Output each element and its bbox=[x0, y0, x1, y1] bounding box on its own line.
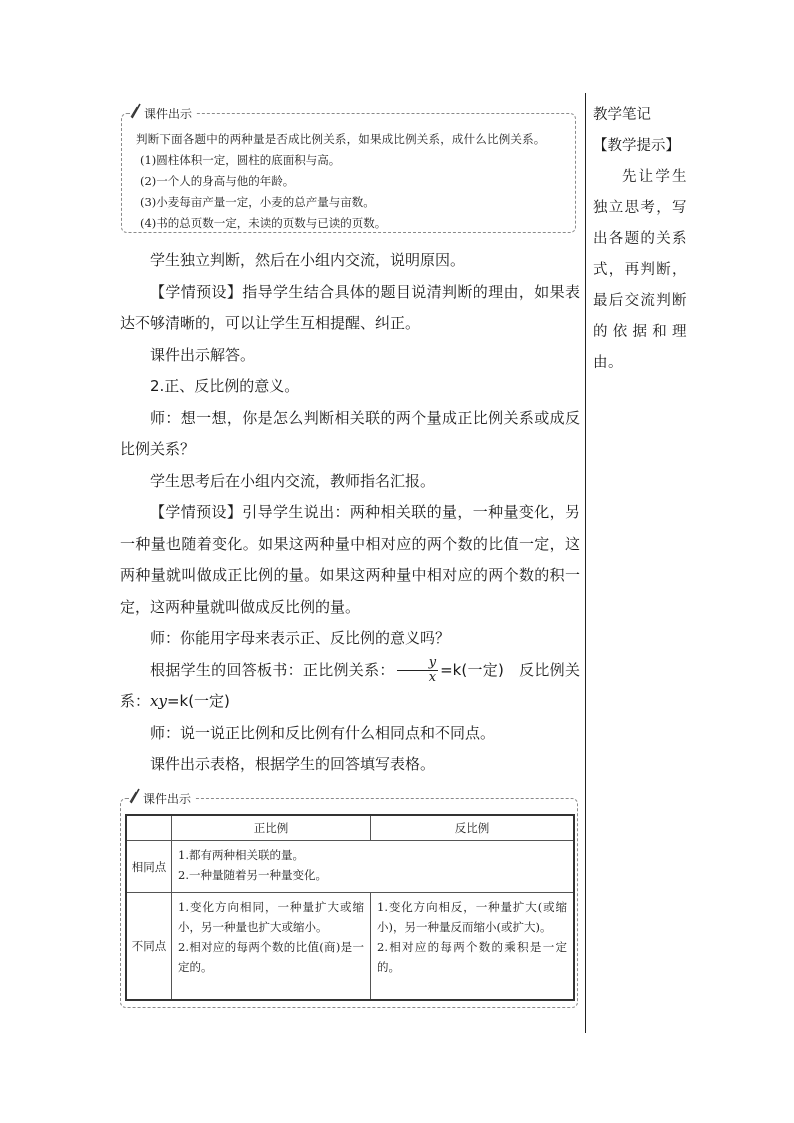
paragraph: 2.正、反比例的意义。 bbox=[150, 377, 300, 395]
paragraph: 学生思考后在小组内交流，教师指名汇报。 bbox=[150, 471, 436, 490]
courseware-tag bbox=[129, 790, 195, 807]
same-point: 2.一种量随着另一种量变化。 bbox=[178, 868, 327, 882]
slash-decoration-icon bbox=[129, 788, 141, 804]
paragraph: 学生独立判断，然后在小组内交流，说明原因。 bbox=[150, 251, 466, 269]
same-points-cell bbox=[172, 841, 575, 893]
direct-diff-cell bbox=[172, 893, 371, 1001]
question-list bbox=[136, 129, 567, 234]
question-intro: 判断下面各题中的两种量是否成比例关系，如果成比例关系，成什么比例关系。 bbox=[136, 132, 546, 146]
same-point: 1.都有两种相关联的量。 bbox=[178, 848, 304, 862]
paragraph: 课件出示解答。 bbox=[150, 345, 256, 364]
paragraph: 课件出示表格，根据学生的回答填写表格。 bbox=[150, 755, 436, 773]
table-row-same bbox=[126, 841, 574, 893]
diff-point: 1.变化方向相同，一种量扩大或缩小，另一种量也扩大或缩小。 bbox=[178, 900, 364, 934]
paragraph: 【学情预设】指导学生结合具体的题目说清判断的理由，如果表达不够清晰的，可以让学生互相提醒、纠正。 bbox=[120, 282, 580, 332]
inverse-product: xy bbox=[150, 692, 167, 710]
question-item: (4)书的总页数一定，未读的页数与已读的页数。 bbox=[140, 216, 387, 230]
row-label-same: 相同点 bbox=[126, 841, 172, 893]
paragraph: 【学情预设】引导学生说出：两种相关联的量，一种量变化，另一种量也随着变化。如果这两种量中相对应的两个数的比值一定，这两种量就叫做成正比例的量。如果这两种量中相对应的两个数的积一定，这两种量就叫做成反比例的量。 bbox=[120, 503, 580, 616]
courseware-tag bbox=[130, 105, 196, 122]
paragraph: 师：说一说正比例和反比例有什么相同点和不同点。 bbox=[150, 723, 496, 742]
fraction-denominator: x bbox=[428, 669, 437, 685]
inverse-diff-cell bbox=[371, 893, 575, 1001]
tip-body: 先让学生独立思考，写出各题的关系式，再判断，最后交流判断的依据和理由。 bbox=[593, 169, 687, 371]
table-row-diff bbox=[126, 893, 574, 1001]
header-direct-proportion: 正比例 bbox=[172, 815, 371, 841]
inverse-lead: 反比例关系： bbox=[120, 660, 580, 710]
slash-decoration-icon bbox=[130, 103, 142, 119]
courseware-box-table bbox=[120, 792, 578, 1008]
formula-paragraph bbox=[120, 655, 580, 718]
courseware-tag-label: 课件出示 bbox=[143, 792, 192, 806]
question-item: (3)小麦每亩产量一定，小麦的总产量与亩数。 bbox=[140, 195, 375, 209]
formula-lead: 根据学生的回答板书：正比例关系： bbox=[150, 660, 395, 679]
diff-point: 2.相对应的每两个数的比值(商)是一定的。 bbox=[178, 940, 364, 974]
main-text bbox=[120, 245, 580, 781]
comparison-table bbox=[125, 814, 575, 1001]
courseware-box-questions bbox=[121, 107, 576, 233]
question-item: (2)一个人的身高与他的年龄。 bbox=[140, 174, 295, 188]
table-corner bbox=[126, 815, 172, 841]
notes-heading: 教学笔记 bbox=[593, 107, 651, 123]
courseware-tag-label: 课件出示 bbox=[144, 107, 193, 121]
teaching-notes bbox=[593, 100, 687, 379]
column-divider bbox=[585, 93, 586, 1033]
row-label-diff: 不同点 bbox=[126, 893, 172, 1001]
ratio-fraction bbox=[397, 656, 438, 685]
paragraph: 师：你能用字母来表示正、反比例的意义吗？ bbox=[150, 629, 451, 647]
question-item: (1)圆柱体积一定，圆柱的底面积与高。 bbox=[140, 153, 341, 167]
header-inverse-proportion: 反比例 bbox=[371, 815, 575, 841]
table-header-row bbox=[126, 815, 574, 841]
diff-point: 2.相对应的每两个数的乘积是一定的。 bbox=[377, 940, 567, 974]
tip-title: 【教学提示】 bbox=[593, 138, 680, 154]
paragraph: 师：想一想，你是怎么判断相关联的两个量成正比例关系或成反比例关系？ bbox=[120, 408, 580, 458]
fraction-numerator: y bbox=[397, 656, 438, 671]
diff-point: 1.变化方向相反，一种量扩大(或缩小)，另一种量反而缩小(或扩大)。 bbox=[377, 900, 567, 934]
inverse-equation: =k(一定) bbox=[166, 692, 230, 710]
direct-equation: =k(一定) bbox=[440, 660, 504, 679]
